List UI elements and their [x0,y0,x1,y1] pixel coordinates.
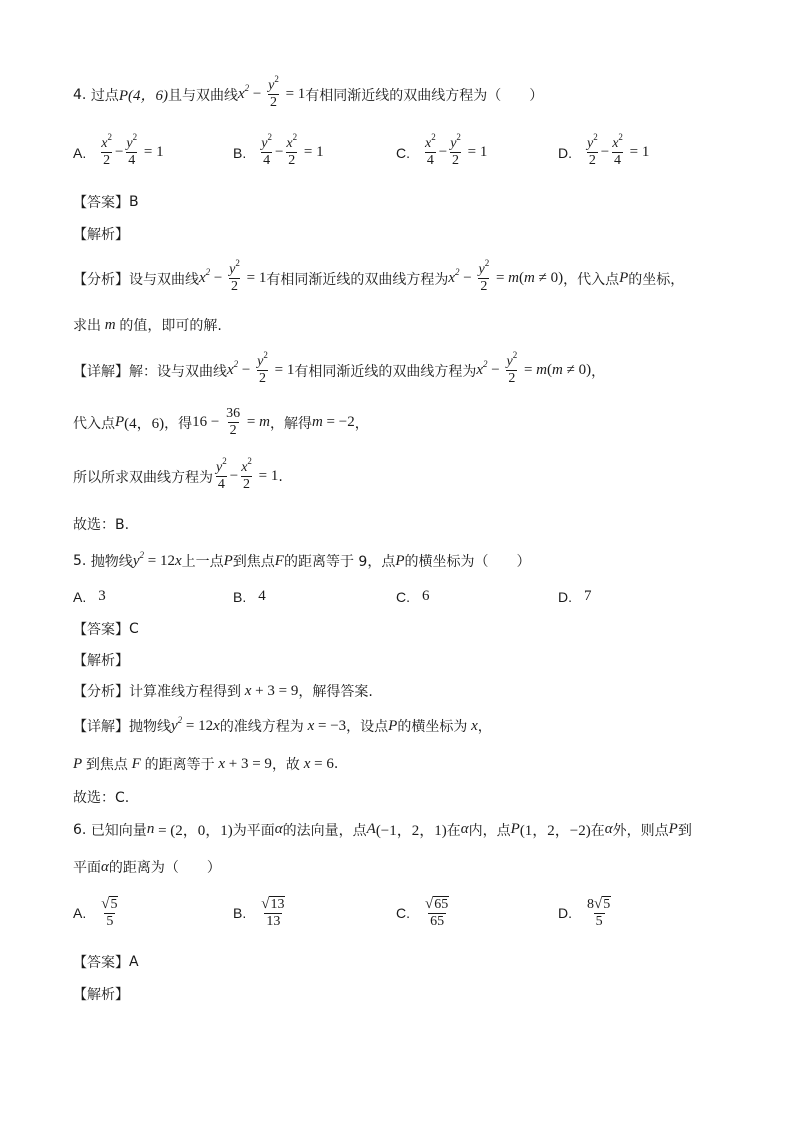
q6-number: 6. [73,821,87,838]
q4-xiangjie-line2: 代入点 P (4，6) ，得 16 − $\frac{36}{2}$ = m ，解得 m = −2 ， [73,406,369,438]
q6-stem-line2: 平面 α 的距离为（ ） [73,858,221,876]
q4-fenxi-line2: 求出 m 的值，即可的解. [73,316,222,334]
q6-answer-value: A [129,954,139,970]
q4-point: P(4，6) [118,88,168,104]
q5-option-c[interactable]: C. 6 [396,588,430,605]
q6-analysis-heading: 【解析】 [73,987,129,1003]
q6-option-b[interactable]: B. $\frac{√13}{13}$ [233,896,285,929]
q5-analysis-heading: 【解析】 [73,653,129,669]
q6-option-a[interactable]: A. $\frac{√5}{5}$ [73,896,118,929]
q6-option-c[interactable]: C. $\frac{√65}{65}$ [396,896,449,929]
q5-option-b[interactable]: B. 4 [233,588,266,605]
q4-option-a[interactable]: A. $\frac{x^2}{2}$ − $\frac{y^2}{4}$ = 1 [73,132,164,168]
q4-option-b[interactable]: B. $\frac{y^2}{4}$ − $\frac{x^2}{2}$ = 1 [233,132,324,168]
q4-answer-value: B [129,194,139,210]
q5-xiangjie-line2: P 到焦点 F 的距离等于 x + 3 = 9 ，故 x = 6 . [73,755,339,773]
q5-option-a[interactable]: A. 3 [73,588,106,605]
q5-fenxi: 【分析】 计算准线方程得到 x + 3 = 9 ，解得答案. [73,682,373,700]
q4-number: 4. [73,86,87,103]
q5-stem: 5. 抛物线 $y^2$ = 12 x 上一点 P 到焦点 F 的距离等于 9，点 P 的横坐标为（ ） [73,549,531,570]
q4-option-c[interactable]: C. $\frac{x^2}{4}$ − $\frac{y^2}{2}$ = 1 [396,132,488,168]
q4-answer: 【答案】 B [73,194,139,211]
q5-xiangjie: 【详解】 抛物线 $y^2$ = 12 x 的准线方程为 x = −3 ，设点 P 的横坐标为 x ， [73,714,492,735]
q6-option-d[interactable]: D. $\frac{8√5}{5}$ [558,896,611,929]
q4-analysis-heading: 【解析】 [73,227,129,243]
q4-fenxi: 【分析】 设与双曲线 $x^2$ − $\frac{y^2}{2}$ = 1 有相同渐近线的双曲线方程为 $x^2$ − $\frac{y^2}{2}$ = m ( m ≠ 0) ，代入点 P 的坐标， [73,258,685,294]
q4-stem: 4. 过点 P(4，6) 且与双曲线 $x^2$ − $\frac{y^2}{2}$ = 1 有相同渐近线的双曲线方程为（ ） [73,74,544,110]
q4-xiangjie: 【详解】 解：设与双曲线 $x^2$ − $\frac{y^2}{2}$ = 1 有相同渐近线的双曲线方程为 $x^2$ − $\frac{y^2}{2}$ = m ( m ≠ 0) ， [73,350,606,386]
q4-xiangjie-line3: 所以所求双曲线方程为 $\frac{y^2}{4}$ − $\frac{x^2}{2}$ = 1 . [73,456,283,492]
q6-answer: 【答案】 A [73,954,139,971]
q5-answer: 【答案】 C [73,621,139,638]
q6-stem: 6. 已知向量 n = (2，0，1) 为平面 α 的法向量，点 A (−1，2，1) 在 α 内，点 P (1，2，−2) 在 α 外，则点 P 到 [73,821,692,839]
q4-option-d[interactable]: D. $\frac{y^2}{2}$ − $\frac{x^2}{4}$ = 1 [558,132,650,168]
q5-option-d[interactable]: D. 7 [558,588,592,605]
q5-answer-value: C [129,621,139,637]
q4-conclusion: 故选：B. [73,517,130,533]
q5-conclusion: 故选：C. [73,790,130,806]
q5-number: 5. [73,553,87,569]
